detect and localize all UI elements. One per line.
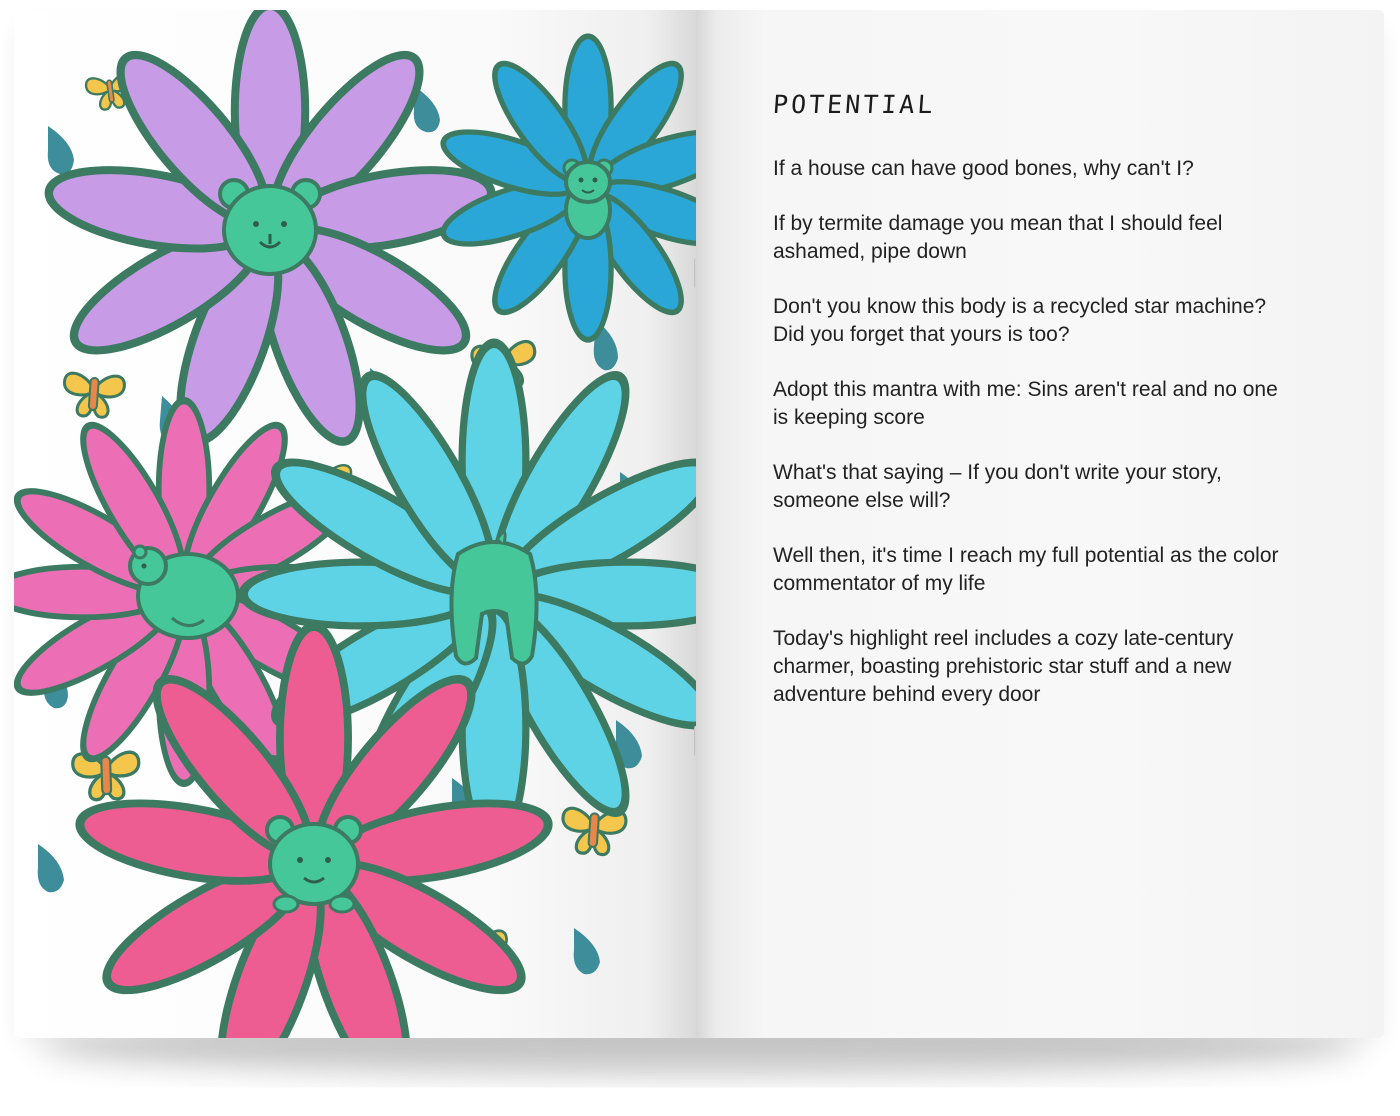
butterfly xyxy=(62,373,125,419)
stanza: What's that saying – If you don't write your story, someone else will? xyxy=(773,461,1222,512)
bear-face xyxy=(220,180,320,274)
raindrop xyxy=(48,126,74,174)
stanza: Don't you know this body is a recycled star machine? Did you forget that yours is too? xyxy=(773,295,1267,346)
raindrop xyxy=(38,844,64,892)
stanza: If by termite damage you mean that I should feel ashamed, pipe down xyxy=(773,212,1223,263)
stanza: Today's highlight reel includes a cozy late-century charmer, boasting prehistoric star stuff and a new adventure behind every door xyxy=(773,627,1234,706)
poem-title: POTENTIAL xyxy=(771,90,937,119)
stanza: If a house can have good bones, why can't I? xyxy=(773,157,1194,180)
bear-body xyxy=(564,160,612,238)
poem xyxy=(773,90,1293,736)
butterfly xyxy=(72,752,140,801)
bear-face xyxy=(267,817,361,912)
illustration xyxy=(14,10,696,1038)
stanza: Adopt this mantra with me: Sins aren't real and no one is keeping score xyxy=(773,378,1278,429)
left-page xyxy=(14,10,696,1038)
raindrop xyxy=(574,928,600,974)
stanza: Well then, it's time I reach my full potential as the color commentator of my life xyxy=(773,544,1279,595)
